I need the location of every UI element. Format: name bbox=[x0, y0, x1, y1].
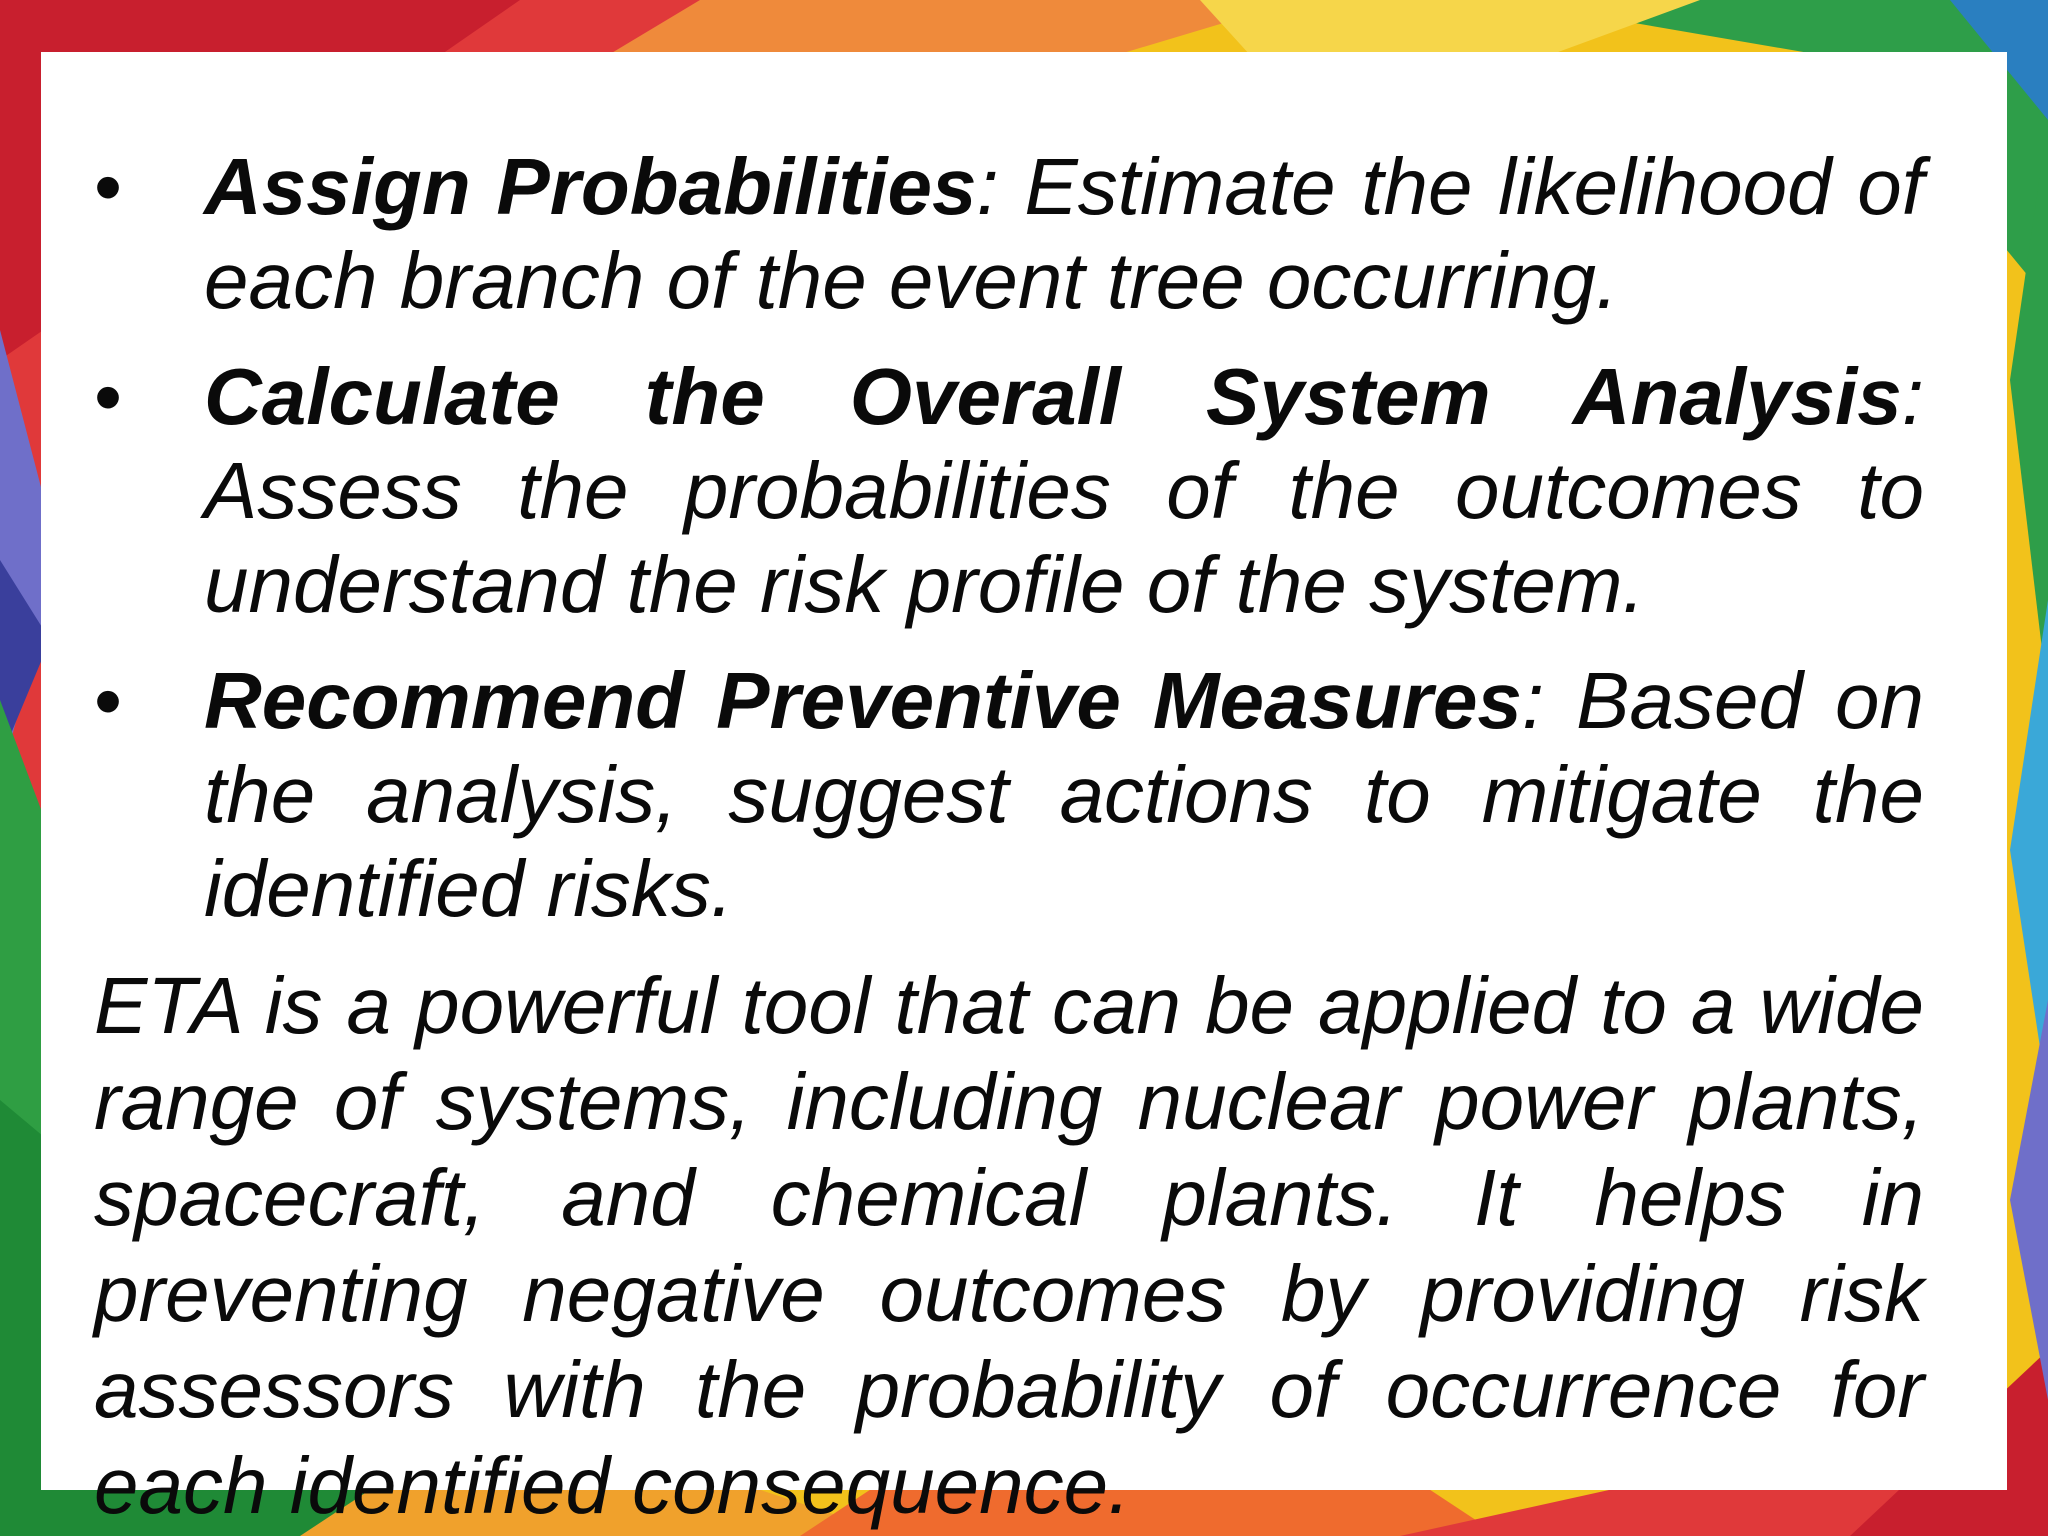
bullet-term: Assign Probabilities bbox=[204, 142, 977, 231]
slide-content bbox=[94, 140, 1924, 1534]
bullet-term: Recommend Preventive Measures bbox=[204, 656, 1522, 745]
bullet-description: Assess the probabilities of the outcomes to understand the risk profile of the system. bbox=[204, 446, 1924, 629]
bullet-item-calculate-analysis bbox=[94, 350, 1924, 632]
bullet-item-recommend-measures bbox=[94, 654, 1924, 936]
closing-paragraph: ETA is a powerful tool that can be applied to a wide range of systems, including nuclear power plants, spacecraft, and chemical plants. It helps in preventing negative outcomes by providing risk assessors with the probability of occurrence for each identified consequence. bbox=[94, 961, 1924, 1530]
bullet-term: Calculate the Overall System Analysis bbox=[204, 352, 1902, 441]
bullet-marker: • bbox=[94, 352, 123, 441]
bullet-item-assign-probabilities bbox=[94, 140, 1924, 328]
bullet-separator: : bbox=[976, 142, 999, 231]
bullet-list bbox=[94, 140, 1924, 936]
bullet-marker: • bbox=[94, 656, 123, 745]
bullet-description: Estimate the likelihood of each branch of the event tree occurring. bbox=[204, 142, 1924, 325]
bullet-separator: : bbox=[1521, 656, 1545, 745]
bullet-description: Based on the analysis, suggest actions to mitigate the identified risks. bbox=[204, 656, 1924, 933]
bullet-marker: • bbox=[94, 142, 123, 231]
bullet-separator: : bbox=[1901, 352, 1924, 441]
